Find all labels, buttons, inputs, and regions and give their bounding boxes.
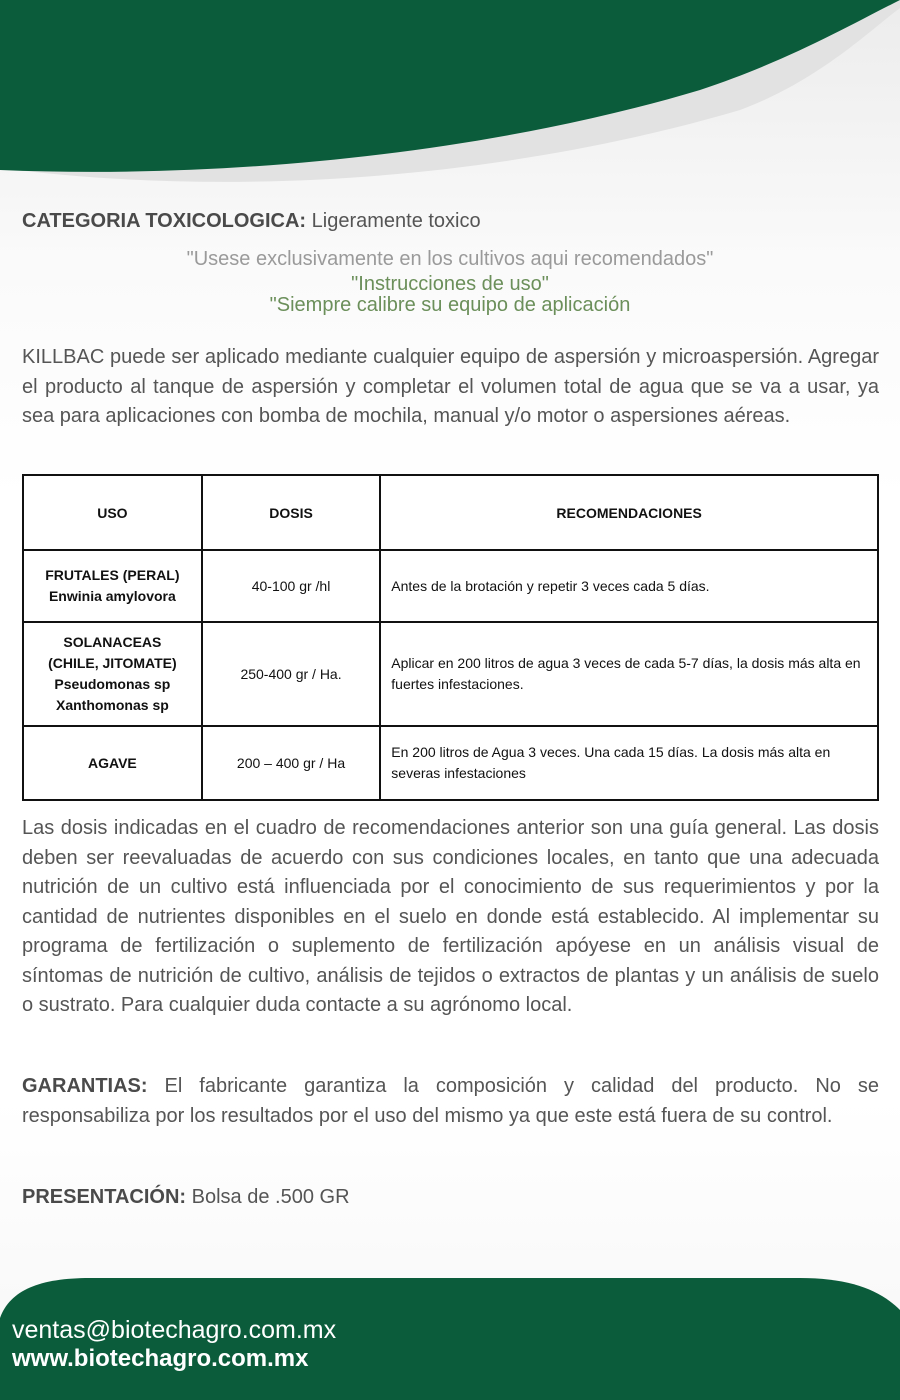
usage-notice-instructions: "Instrucciones de uso" bbox=[351, 273, 549, 295]
uso-line: (CHILE, JITOMATE) bbox=[48, 655, 177, 671]
table-header-row bbox=[23, 475, 878, 550]
toxicology-category-value: Ligeramente toxico bbox=[306, 210, 481, 232]
uso-line: Enwinia amylovora bbox=[48, 588, 176, 604]
row-uso-cell bbox=[23, 622, 202, 726]
header-recomendaciones: RECOMENDACIONES bbox=[380, 475, 878, 550]
table-row bbox=[23, 550, 878, 622]
row-recommendation-cell: Aplicar en 200 litros de agua 3 veces de cada 5-7 días, la dosis más alta en fuertes infestaciones. bbox=[380, 622, 878, 726]
presentation-section bbox=[22, 1183, 879, 1213]
toxicology-category bbox=[22, 210, 481, 233]
header-wave-banner bbox=[0, 0, 900, 200]
header-uso: USO bbox=[23, 475, 202, 550]
row-dosis-cell: 250-400 gr / Ha. bbox=[202, 622, 381, 726]
table-row bbox=[23, 726, 878, 800]
dosage-note-paragraph: Las dosis indicadas en el cuadro de recomendaciones anterior son una guía general. Las dosis deben ser reevaluadas de acuerdo con sus condiciones locales, en tanto que una adecuada nutrición de un cultivo está influenciada por el conocimiento de sus requerimientos y por la cantidad de nutrientes disponibles en el suelo en donde está establecido. Al implementar su programa de fertilización o suplemento de fertilización apóyese en un análisis visual de síntomas de nutrición de cultivo, análisis de tejidos o extractos de plantas y un análisis de suelo o sustrato. Para cualquier duda contacte a su agrónomo local. bbox=[22, 817, 879, 1016]
application-intro-paragraph: KILLBAC puede ser aplicado mediante cualquier equipo de aspersión y microaspersión. Agregar el producto al tanque de aspersión y completar el volumen total de agua que se va a usar, ya sea para aplicaciones con bomba de mochila, manual y/o motor o aspersiones aéreas. bbox=[22, 346, 879, 427]
presentation-text: Bolsa de .500 GR bbox=[186, 1186, 350, 1208]
row-uso-cell bbox=[23, 726, 202, 800]
row-recommendation-cell: En 200 litros de Agua 3 veces. Una cada 15 días. La dosis más alta en severas infestaciones bbox=[380, 726, 878, 800]
table-row bbox=[23, 622, 878, 726]
contact-email-link[interactable]: ventas@biotechagro.com.mx bbox=[12, 1316, 337, 1344]
usage-notice-crops: "Usese exclusivamente en los cultivos aqui recomendados" bbox=[186, 248, 714, 270]
header-dosis: DOSIS bbox=[202, 475, 381, 550]
uso-line: FRUTALES (PERAL) bbox=[45, 567, 180, 583]
row-uso-cell bbox=[23, 550, 202, 622]
warranty-section bbox=[22, 1072, 879, 1131]
presentation-label: PRESENTACIÓN: bbox=[22, 1186, 187, 1208]
row-dosis-cell: 200 – 400 gr / Ha bbox=[202, 726, 381, 800]
uso-line: SOLANACEAS bbox=[63, 634, 162, 650]
uso-line: Xanthomonas sp bbox=[55, 697, 169, 713]
warranty-text: El fabricante garantiza la composición y calidad del producto. No se responsabiliza por los resultados por el uso del mismo ya que este está fuera de su control. bbox=[22, 1075, 879, 1127]
usage-notice-calibration: "Siempre calibre su equipo de aplicación bbox=[269, 294, 631, 316]
row-recommendation-cell: Antes de la brotación y repetir 3 veces cada 5 días. bbox=[380, 550, 878, 622]
toxicology-category-label: CATEGORIA TOXICOLOGICA: bbox=[22, 210, 307, 232]
contact-website-link[interactable]: www.biotechagro.com.mx bbox=[12, 1345, 309, 1372]
recommendations-table bbox=[22, 474, 879, 801]
warranty-label: GARANTIAS: bbox=[22, 1075, 148, 1097]
uso-line: AGAVE bbox=[88, 754, 137, 771]
uso-line: Pseudomonas sp bbox=[54, 676, 171, 692]
row-dosis-cell: 40-100 gr /hl bbox=[202, 550, 381, 622]
